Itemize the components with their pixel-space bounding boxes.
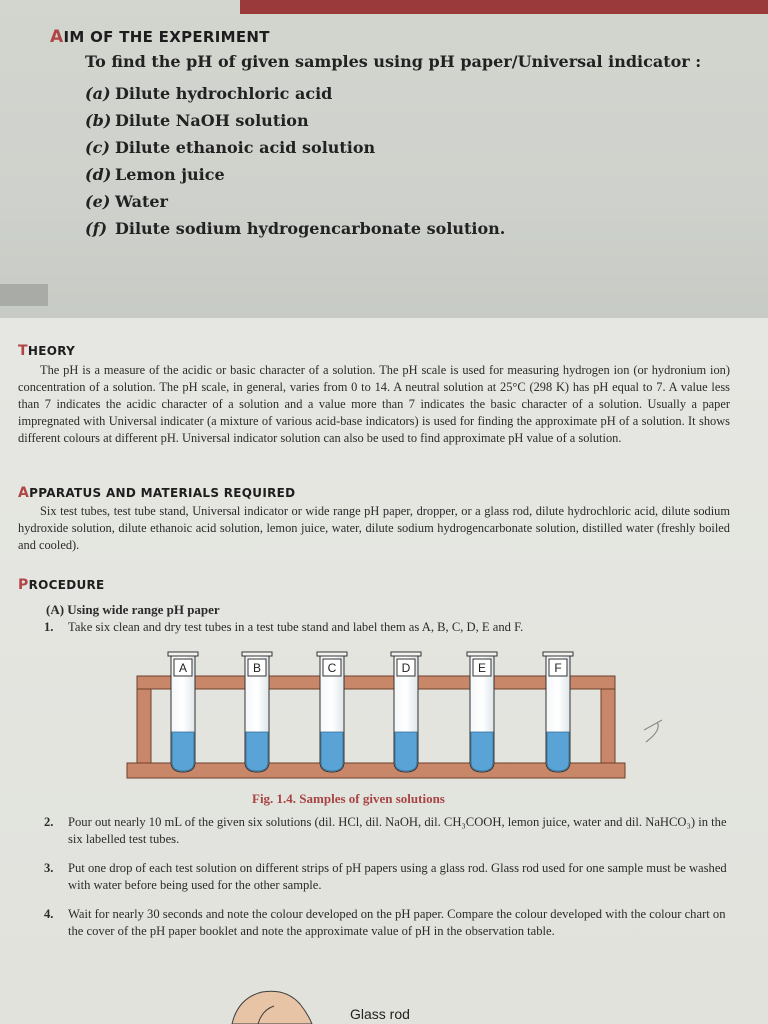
procedure-step-4: 4. Wait for nearly 30 seconds and note the colour developed on the pH paper. Compare the colour developed with the colour chart on the cover of the pH paper booklet and note the approximate value of pH in the observation table. [44, 907, 726, 938]
tube-rim [391, 652, 421, 656]
tube-rim [317, 652, 347, 656]
aim-item-c: (c) Dilute ethanoic acid solution [85, 138, 376, 157]
test-tube-f [543, 652, 573, 772]
tube-label-text: D [401, 661, 411, 675]
aim-item-a: (a) Dilute hydrochloric acid [85, 84, 333, 103]
glass-rod-label: Glass rod [350, 1006, 410, 1022]
procedure-step-1: 1. Take six clean and dry test tubes in a test tube stand and label them as A, B, C, D, E and F. [44, 620, 524, 634]
procedure-step-2: 2. Pour out nearly 10 mL of the given six solutions (dil. HCl, dil. NaOH, dil. CH₃COOH, lemon juice, water and dil. NaHCO₃) in the six labelled test tubes. [44, 815, 727, 846]
procedure-step-3: 3. Put one drop of each test solution on different strips of pH papers using a glass rod. Glass rod used for one sample must be washed with water before being used for the other sample. [44, 861, 727, 892]
aim-intro: To find the pH of given samples using pH paper/Universal indicator : [85, 52, 702, 71]
test-tube-e [467, 652, 497, 772]
page-pencil-mark [644, 720, 662, 742]
tube-liquid [321, 732, 343, 771]
procedure-heading: PROCEDURE [18, 577, 105, 593]
tube-liquid [172, 732, 194, 771]
tube-rim [543, 652, 573, 656]
tube-liquid [547, 732, 569, 771]
tube-liquid [246, 732, 268, 771]
apparatus-heading: APPARATUS AND MATERIALS REQUIRED [18, 485, 296, 501]
test-tube-c [317, 652, 347, 772]
stand-top-rail [137, 676, 615, 689]
theory-paragraph: The pH is a measure of the acidic or basic character of a solution. The pH scale is used for measuring hydrogen ion (or hydronium ion) concentration of a solution. The pH scale, in general, varies from 0 to 14. A neutral solution at 25°C (298 K) has pH equal to 7. A value less than 7 indicates the acidic character of a solution and a value more than 7 indicates the basic character of a solution. Usually a paper impregnated with Universal indicater (a mixture of various acid-base indicators) is used for finding the approximate pH of a solution. It shows different colours at different pH. Universal indicator solution can also be used to find approximate pH value of a solution. [18, 363, 730, 445]
apparatus-paragraph: Six test tubes, test tube stand, Universal indicator or wide range pH paper, dropper, or a glass rod, dilute hydrochloric acid, dilute sodium hydroxide solution, dilute ethanoic acid solution, lemon juice, water, dilute sodium hydrogencarbonate solution, distilled water (freshly boiled and cooled). [18, 504, 730, 552]
tube-label-text: C [327, 661, 337, 675]
theory-heading: THEORY [18, 343, 76, 359]
test-tube-a [168, 652, 198, 772]
tube-liquid [395, 732, 417, 771]
aim-item-d: (d) Lemon juice [85, 165, 225, 184]
aim-item-b: (b) Dilute NaOH solution [85, 111, 309, 130]
tube-rim [242, 652, 272, 656]
tube-rim [168, 652, 198, 656]
test-tube-b [242, 652, 272, 772]
test-tube-d [391, 652, 421, 772]
tube-label-text: A [178, 661, 188, 675]
tube-rim [467, 652, 497, 656]
aim-item-f: (f) Dilute sodium hydrogencarbonate solution. [85, 219, 506, 238]
procedure-subheading: (A) Using wide range pH paper [46, 602, 220, 617]
hand-holding-glass-rod [232, 991, 312, 1024]
aim-heading: AIM OF THE EXPERIMENT [50, 27, 270, 47]
tube-label-text: B [252, 661, 262, 675]
tube-label-text: E [477, 661, 487, 675]
figure-caption: Fig. 1.4. Samples of given solutions [252, 791, 445, 806]
tube-label-text: F [554, 661, 562, 675]
tube-liquid [471, 732, 493, 771]
aim-item-e: (e) Water [85, 192, 168, 211]
